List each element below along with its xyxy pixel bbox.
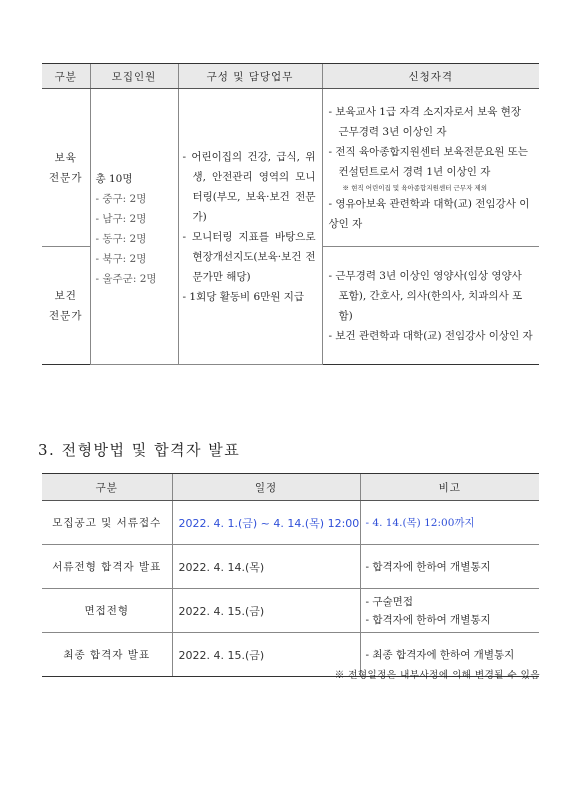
recruit-item: - 중구: 2명	[95, 192, 147, 205]
header-category: 구분	[42, 474, 172, 501]
header-category: 구분	[42, 64, 90, 89]
header-recruit: 모집인원	[90, 64, 178, 89]
schedule-date: 2022. 4. 15.(금)	[172, 633, 360, 677]
remark-item: - 합격자에 한하여 개별통지	[365, 560, 491, 573]
recruit-item: - 울주군: 2명	[95, 272, 157, 285]
schedule-label: 모집공고 및 서류접수	[42, 501, 172, 545]
duty-item: - 1회당 활동비 6만원 지급	[182, 290, 305, 303]
schedule-label: 면접전형	[42, 589, 172, 633]
schedule-row	[42, 589, 539, 633]
remark-item: - 4. 14.(목) 12:00까지	[365, 516, 475, 529]
schedule-date: 2022. 4. 15.(금)	[172, 589, 360, 633]
qualification-table	[42, 63, 539, 365]
header-qualification: 신청자격	[322, 64, 539, 89]
duties-cell	[178, 89, 322, 365]
header-duties: 구성 및 담당업무	[178, 64, 322, 89]
remark-item: - 최종 합격자에 한하여 개별통지	[365, 648, 515, 661]
recruit-total: 총 10명	[95, 172, 133, 185]
qualification-item: - 근무경력 3년 이상인 영양사(임상 영양사 포함), 간호사, 의사(한의사, 치과의사 포함)	[328, 269, 523, 322]
section-title: 3. 전형방법 및 합격자 발표	[38, 441, 241, 459]
qualification-item: - 영유아보육 관련학과 대학(교) 전임강사 이상인 자	[328, 197, 530, 230]
recruit-item: - 동구: 2명	[95, 232, 147, 245]
table-row	[42, 89, 539, 247]
qualification-item: - 보건 관련학과 대학(교) 전임강사 이상인 자	[328, 329, 533, 342]
recruit-item: - 남구: 2명	[95, 212, 147, 225]
qualification-note: ※ 현직 어린이집 및 육아종합지원센터 근무자 제외	[342, 183, 487, 192]
qualification-cell-health	[322, 247, 539, 365]
schedule-remarks	[360, 501, 539, 545]
schedule-date: 2022. 4. 14.(목)	[172, 545, 360, 589]
remark-item: - 구술면접	[365, 595, 413, 608]
schedule-table	[42, 473, 539, 677]
recruit-cell	[90, 89, 178, 365]
schedule-row	[42, 545, 539, 589]
row-label-health-expert: 보건 전문가	[42, 247, 90, 365]
row-label-childcare-expert: 보육 전문가	[42, 89, 90, 247]
schedule-date: 2022. 4. 1.(금) ~ 4. 14.(목) 12:00	[172, 501, 360, 545]
recruit-item: - 북구: 2명	[95, 252, 147, 265]
header-remarks: 비고	[360, 474, 539, 501]
duty-item: - 어린이집의 건강, 급식, 위생, 안전관리 영역의 모니터링(부모, 보육·보건 전문가)	[182, 150, 316, 223]
remark-item: - 합격자에 한하여 개별통지	[365, 613, 491, 626]
schedule-label: 최종 합격자 발표	[42, 633, 172, 677]
schedule-remarks	[360, 545, 539, 589]
schedule-label: 서류전형 합격자 발표	[42, 545, 172, 589]
schedule-table-header	[42, 474, 539, 501]
header-schedule: 일정	[172, 474, 360, 501]
qualification-item: - 전직 육아종합지원센터 보육전문요원 또는 컨설턴트로서 경력 1년 이상인 자	[328, 145, 528, 178]
schedule-row	[42, 501, 539, 545]
schedule-remarks	[360, 589, 539, 633]
qualification-item: - 보육교사 1급 자격 소지자로서 보육 현장 근무경력 3년 이상인 자	[328, 105, 522, 138]
duty-item: - 모니터링 지표를 바탕으로 현장개선지도(보육·보건 전문가만 해당)	[182, 230, 316, 283]
schedule-footnote: ※ 전형일정은 내부사정에 의해 변경될 수 있음	[334, 670, 540, 681]
qualification-table-header	[42, 64, 539, 89]
qualification-cell-childcare	[322, 89, 539, 247]
